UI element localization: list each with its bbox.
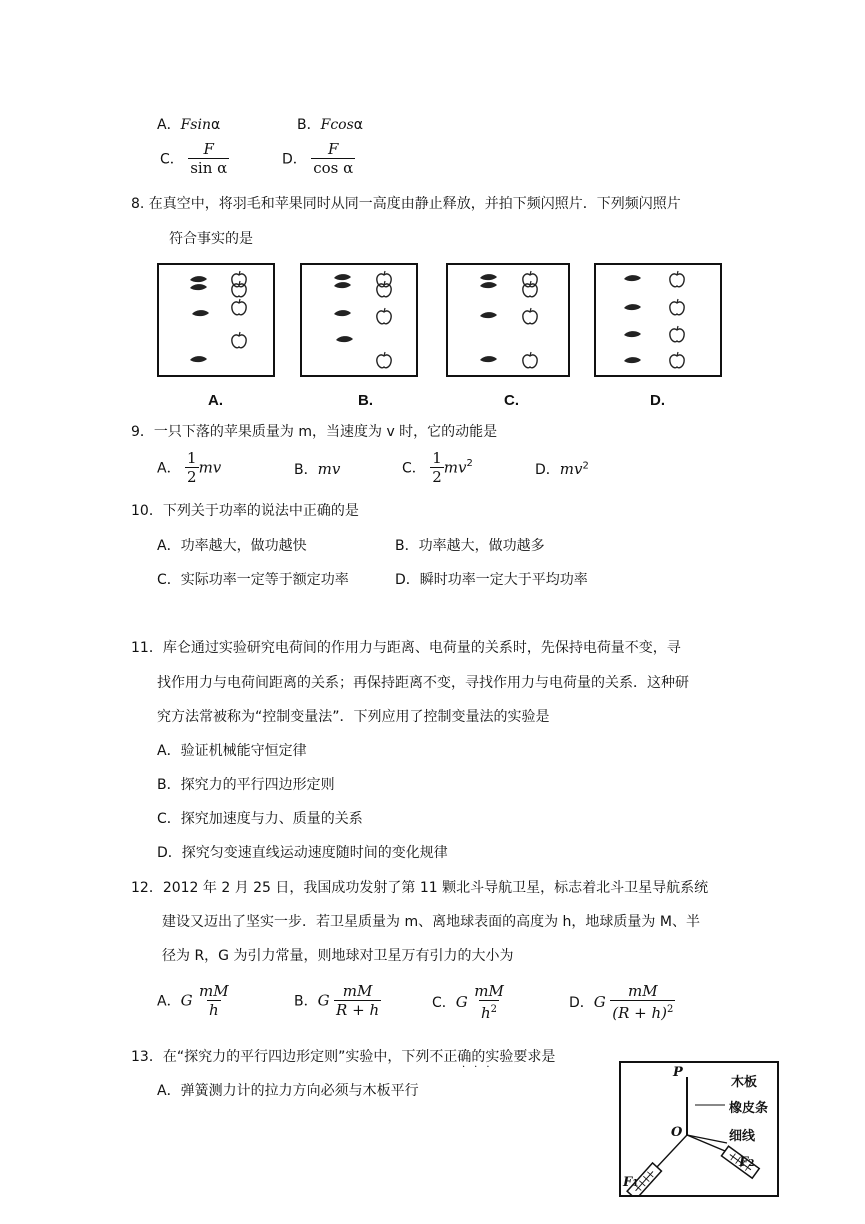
q9-option-d — [535, 459, 589, 479]
feather-icon — [190, 356, 207, 362]
fraction — [197, 982, 231, 1019]
apple-icon — [523, 352, 537, 368]
fraction — [185, 449, 199, 486]
panel-d — [595, 264, 721, 376]
q11-option-b: B．探究力的平行四边形定则 — [157, 777, 335, 793]
gravitational-constant: G — [317, 991, 330, 1010]
numerator: mM — [474, 982, 504, 1000]
gravitational-constant: G — [180, 991, 193, 1010]
emphasis-dots: ··· — [462, 1062, 499, 1073]
alpha-symbol: α — [210, 117, 221, 133]
fraction — [334, 982, 381, 1019]
label-f1 — [623, 1175, 639, 1190]
denominator — [610, 1000, 675, 1022]
feather-icon — [624, 331, 641, 337]
q9-stem: 9．一只下落的苹果质量为 m，当速度为 v 时，它的动能是 — [131, 424, 498, 440]
q13-stem: 13．在“探究力的平行四边形定则”实验中，下列不正确的实验要求是 — [131, 1049, 556, 1065]
feather-icon — [190, 276, 207, 282]
denominator: 2 — [187, 468, 197, 486]
force-parallelogram-diagram — [619, 1061, 779, 1197]
option-label: D． — [569, 995, 594, 1011]
panel-label-a: A. — [208, 392, 223, 409]
option-label: A． — [157, 117, 181, 133]
q8-stem-line2: 符合事实的是 — [169, 231, 253, 247]
feather-icon — [334, 310, 351, 316]
q11-option-a: A．验证机械能守恒定律 — [157, 743, 307, 759]
feather-icon — [624, 275, 641, 281]
q9-option-b — [294, 459, 340, 479]
q12-option-c — [432, 982, 506, 1022]
q10-option-b: B．功率越大，做功越多 — [395, 538, 545, 554]
q11-stem-line2: 找作用力与电荷间距离的关系；再保持距离不变，寻找作用力与电荷量的关系．这种研 — [157, 675, 689, 691]
q12-stem-line3: 径为 R，G 为引力常量，则地球对卫星万有引力的大小为 — [162, 948, 514, 964]
apple-icon — [523, 308, 537, 324]
option-label: B． — [294, 462, 318, 478]
exponent: 2 — [466, 457, 473, 469]
q10-option-d: D．瞬时功率一定大于平均功率 — [395, 572, 588, 588]
fraction — [430, 449, 444, 486]
denominator: h — [208, 1001, 219, 1019]
panel-a — [158, 264, 274, 376]
numerator: mM — [342, 982, 373, 1000]
q8-stem-line1: 8. 在真空中，将羽毛和苹果同时从同一高度由静止释放，并拍下频闪照片．下列频闪照片 — [131, 196, 681, 212]
label-o: O — [671, 1125, 683, 1140]
q12-stem-line1: 12．2012 年 2 月 25 日，我国成功发射了第 11 颗北斗导航卫星，标志着北斗卫星导航系统 — [131, 880, 709, 896]
q11-option-d: D．探究匀变速直线运动速度随时间的变化规律 — [157, 845, 448, 861]
apple-icon — [670, 271, 684, 287]
feather-icon — [480, 274, 497, 280]
denominator — [479, 1000, 499, 1022]
denominator-base: (R + h) — [612, 1004, 667, 1022]
q12-stem-line2: 建设又迈出了坚实一步．若卫星质量为 m、离地球表面的高度为 h，地球质量为 M、半 — [162, 914, 700, 930]
subscript: 1 — [632, 1179, 639, 1189]
numerator: mM — [199, 982, 229, 1000]
label-f2 — [739, 1155, 755, 1170]
feather-icon — [190, 284, 207, 290]
apple-icon — [377, 308, 391, 324]
numerator: 1 — [432, 449, 442, 467]
apple-icon — [670, 352, 684, 368]
fraction — [610, 982, 675, 1022]
q12-option-d — [569, 982, 675, 1022]
panel-label-c: C. — [504, 392, 519, 409]
numerator: F — [203, 140, 214, 158]
q7-option-c — [160, 140, 229, 177]
q7-option-d — [282, 140, 355, 177]
q7-option-b — [297, 114, 363, 134]
option-label: A． — [157, 993, 181, 1010]
option-a-text: Fsin — [180, 117, 211, 133]
gravitational-constant: G — [455, 993, 468, 1011]
q10-stem: 10．下列关于功率的说法中正确的是 — [131, 503, 359, 519]
exponent: 2 — [666, 1004, 674, 1015]
apple-icon — [670, 326, 684, 342]
force-symbol: F — [739, 1155, 749, 1170]
exponent: 2 — [582, 460, 589, 472]
apple-icon — [523, 281, 537, 297]
fraction — [188, 140, 229, 177]
option-label: C． — [402, 460, 426, 477]
denominator: 2 — [432, 468, 442, 486]
apple-icon — [232, 281, 246, 297]
string-right-b — [687, 1135, 727, 1143]
apple-icon — [232, 299, 246, 315]
panel-label-d: D. — [650, 392, 665, 409]
option-label: B． — [294, 993, 318, 1010]
q9-option-c — [402, 449, 473, 486]
apple-icon — [377, 281, 391, 297]
subscript: 2 — [748, 1159, 755, 1169]
feather-icon — [192, 310, 209, 316]
formula: mv — [559, 460, 583, 478]
panel-b — [301, 264, 417, 376]
panel-c — [447, 264, 569, 376]
feather-icon — [624, 304, 641, 310]
option-label: D． — [282, 151, 307, 168]
q9-option-a — [157, 449, 221, 486]
formula: mv — [317, 460, 341, 478]
numerator: mM — [627, 982, 658, 1000]
denominator: sin α — [190, 159, 228, 177]
apple-icon — [377, 352, 391, 368]
fraction — [472, 982, 506, 1022]
q7-option-a — [157, 114, 220, 134]
feather-icon — [480, 282, 497, 288]
q11-stem-line3: 究方法常被称为“控制变量法”．下列应用了控制变量法的实验是 — [157, 709, 550, 725]
denominator: R + h — [336, 1001, 380, 1019]
feather-icon — [480, 312, 497, 318]
denominator: cos α — [313, 159, 354, 177]
option-label: B． — [297, 117, 321, 133]
fraction — [311, 140, 355, 177]
q10-option-a: A．功率越大，做功越快 — [157, 538, 307, 554]
apple-icon — [232, 332, 246, 348]
feather-icon — [480, 356, 497, 362]
label-board: 木板 — [731, 1074, 758, 1089]
q11-option-c: C．探究加速度与力、质量的关系 — [157, 811, 363, 827]
panel-label-b: B. — [358, 392, 373, 409]
numerator: 1 — [187, 449, 197, 467]
option-label: A． — [157, 460, 181, 477]
apple-icon — [670, 299, 684, 315]
feather-icon — [336, 336, 353, 342]
exponent: 2 — [490, 1004, 498, 1015]
denominator-base: h — [480, 1004, 491, 1022]
force-symbol: F — [623, 1175, 633, 1190]
q12-option-a — [157, 982, 231, 1019]
feather-icon — [334, 282, 351, 288]
feather-icon — [624, 357, 641, 363]
q10-option-c: C．实际功率一定等于额定功率 — [157, 572, 349, 588]
string-right — [687, 1135, 725, 1151]
option-label: D． — [535, 462, 560, 478]
alpha-symbol: α — [353, 117, 364, 133]
label-rubber-band: 橡皮条 — [729, 1100, 769, 1115]
formula-tail: mv — [443, 458, 467, 477]
option-label: C． — [432, 995, 456, 1011]
formula-tail: mv — [198, 458, 222, 477]
label-p: P — [673, 1065, 683, 1080]
q12-option-b — [294, 982, 381, 1019]
gravitational-constant: G — [593, 993, 606, 1011]
option-b-text: Fcos — [320, 117, 354, 133]
q11-stem-line1: 11．库仑通过实验研究电荷间的作用力与距离、电荷量的关系时，先保持电荷量不变，寻 — [131, 640, 681, 656]
numerator: F — [328, 140, 339, 158]
label-string: 细线 — [729, 1128, 756, 1143]
option-label: C． — [160, 151, 184, 168]
strobe-photo-panels — [150, 260, 730, 380]
q13-option-a: A．弹簧测力计的拉力方向必须与木板平行 — [157, 1083, 419, 1099]
feather-icon — [334, 274, 351, 280]
